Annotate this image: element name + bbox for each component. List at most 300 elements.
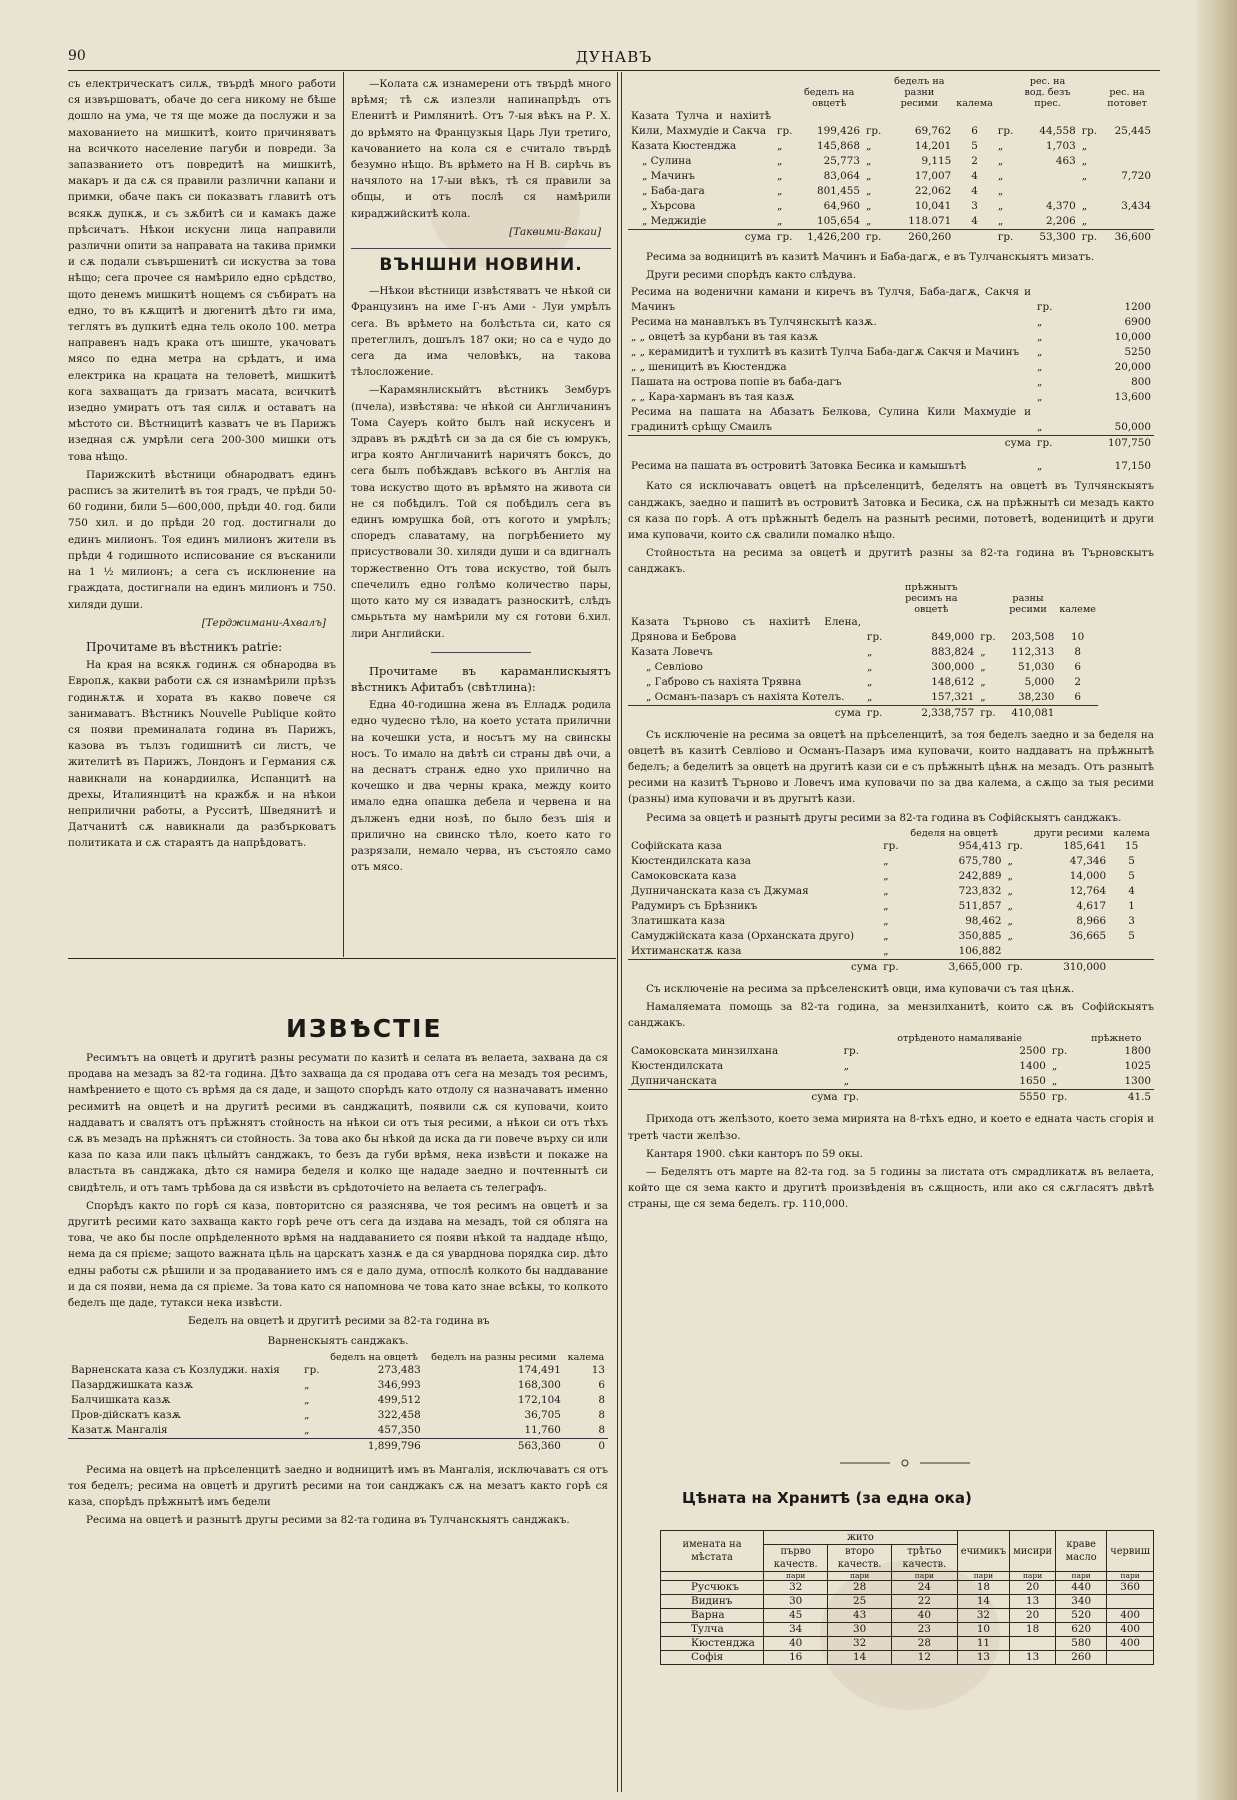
table-row <box>628 690 1098 706</box>
table-header-row <box>628 828 1154 839</box>
cell-value: 954,413 <box>958 839 1002 852</box>
cell-value: 13 <box>1010 1595 1056 1609</box>
row-label: „ Баба-дага <box>642 185 705 197</box>
cell-value: 4,370 <box>1045 200 1076 212</box>
currency-mark: „ <box>777 185 783 197</box>
row-label: Балчишката казѫ <box>71 1393 171 1406</box>
currency-mark: „ <box>1007 929 1013 942</box>
currency-mark: „ <box>980 660 986 673</box>
cell-value: 4 <box>1128 884 1135 897</box>
currency-mark: „ <box>867 675 873 688</box>
cell-value: 440 <box>1056 1581 1107 1595</box>
notice-paragraph: Ресима на овцетѣ на прѣселенцитѣ заедно и водницитѣ имъ въ Мангалія, исключаватъ ся отъ тоя беделъ; ресима на овцетѣ и другитѣ ресими на тои санджакъ сѫ на мезатъ както горѣ ся каза, спорѣдъ прѣжнытѣ имъ бедели <box>68 1463 608 1509</box>
cell-value: 580 <box>1056 1637 1107 1651</box>
cell-value: 25,773 <box>823 155 860 167</box>
cell-value: 350,885 <box>958 929 1002 942</box>
table-row <box>628 1074 1154 1090</box>
cell-value <box>1100 154 1154 169</box>
sum-value: 5550 <box>870 1090 1049 1106</box>
cell-value: 360 <box>1107 1581 1154 1595</box>
cell-value: 6 <box>598 1378 605 1391</box>
sum-label: сума <box>628 436 1034 452</box>
currency-mark: „ <box>1037 460 1043 473</box>
cell-value: 3 <box>1128 914 1135 927</box>
cell-value: 3,434 <box>1121 200 1151 212</box>
column-header: калеме <box>1059 603 1096 615</box>
currency-mark: „ <box>1037 346 1043 359</box>
cell-value: 2,206 <box>1045 215 1076 227</box>
currency-mark: „ <box>867 690 873 703</box>
paragraph: Намаляемата помощь за 82-та година, за мензилханитѣ, които сѫ въ Софійскыятъ санджакъ. <box>628 1001 1154 1030</box>
masthead: ДУНАВЪ <box>575 48 653 66</box>
currency-mark: „ <box>865 155 872 167</box>
cell-value: 43 <box>828 1609 892 1623</box>
cell-value: 346,993 <box>377 1378 421 1391</box>
row-label: Самоковската минзилхана <box>631 1045 779 1058</box>
cell-value: 242,889 <box>958 869 1002 882</box>
currency-mark: „ <box>867 645 873 658</box>
currency-mark: „ <box>1037 331 1043 344</box>
note: Ресима за водницитѣ въ казитѣ Мачинъ и Баба-дагѫ, е въ Тулчанскыятъ мизатъ. <box>646 251 1095 263</box>
currency-mark: „ <box>980 645 986 658</box>
currency-mark: „ <box>1081 155 1088 167</box>
row-label: Казата Търново съ нахіитѣ Елена, Дрянова и Беброва <box>631 615 861 643</box>
currency-mark: гр. <box>777 125 793 137</box>
cell-value: 5 <box>1128 929 1135 942</box>
table-row <box>628 869 1154 884</box>
cell-value <box>1016 169 1078 184</box>
currency-mark: гр. <box>863 230 884 246</box>
cell-value: 801,455 <box>816 185 860 197</box>
column-header: второ качеств. <box>828 1545 892 1572</box>
sum-value: 53,300 <box>1016 230 1078 246</box>
cell-value: 9,115 <box>921 155 952 167</box>
source-signature: [Терджимани-Ахвалъ] <box>201 616 326 629</box>
cell-value: 18 <box>1010 1623 1056 1637</box>
article-carriages: —Колата сѫ изнамерени отъ твърдѣ много врѣмя; тѣ сѫ излезли напинапрѣдъ отъ Еленитѣ и Римлянитѣ. Отъ 7-ыя вѣкъ на Р. Х. до врѣмято на Французкыя Царь Луи третиго, качованието на кола ся е считало твърдѣ безумно нѣщо. Въ врѣмето на Н В. сирѣчь въ начялото на 17-ыи вѣкъ, тѣ ся правили за общы, и отъ послѣ ся намѣрили кираджийскитѣ кола. <box>351 78 611 220</box>
currency-mark: „ <box>865 170 872 182</box>
currency-mark: „ <box>883 899 889 912</box>
tulcha-table <box>628 76 1154 245</box>
tarnovo-table <box>628 582 1098 721</box>
page-number: 90 <box>68 48 86 64</box>
city-name: Тулча <box>661 1623 764 1637</box>
cell-value: 185,641 <box>1063 839 1107 852</box>
city-name: Видинъ <box>661 1595 764 1609</box>
currency-mark: „ <box>997 170 1004 182</box>
sum-value: 1,899,796 <box>324 1438 423 1454</box>
cell-value: 273,483 <box>377 1363 421 1376</box>
cell-value: 14 <box>957 1595 1009 1609</box>
cell-value: 203,508 <box>1011 630 1055 643</box>
article-paris-population: Парижскитѣ вѣстници обнародватъ единъ расписъ за жителитѣ въ тоя градъ, че прѣди 50-60 години, били 5—600,000, прѣди 40. год. били 750 хил. и до прѣди 20 год. достигнали до единъ милионъ. Тоя единъ милионъ жители въ прѣди 4 годишното исписование ся въсканили на 1 ½ милионъ; а сега съ исклюнение на граждата, достигнали на единъ милионъ и 750. хиляди души. <box>68 468 336 611</box>
varna-table <box>68 1352 608 1454</box>
page-spine <box>1197 0 1237 1800</box>
unit-label: пари <box>764 1572 828 1581</box>
currency-mark: „ <box>980 690 986 703</box>
cell-value: 10,000 <box>1114 331 1151 344</box>
cell-value: 174,491 <box>517 1363 561 1376</box>
table-row <box>628 405 1154 436</box>
currency-mark: „ <box>980 675 986 688</box>
cell-value: 4 <box>971 215 978 227</box>
column-header: беделъ на овцетѣ <box>330 1351 418 1363</box>
cell-value: 44,558 <box>1039 125 1076 137</box>
cell-value <box>1107 1595 1154 1609</box>
column-header: ечимикъ <box>957 1531 1009 1572</box>
table-row <box>661 1637 1154 1651</box>
column-header: прѣжнытъ ресимъ на овцетѣ <box>905 581 958 615</box>
row-label: „ „ Кара-харманъ въ тая казѫ <box>631 391 795 404</box>
cell-value: 28 <box>828 1581 892 1595</box>
cell-value: 13 <box>1010 1651 1056 1665</box>
currency-mark: „ <box>1081 215 1088 227</box>
grain-prices-table <box>660 1530 1154 1665</box>
currency-mark: „ <box>997 200 1004 212</box>
cell-value: 1800 <box>1124 1045 1151 1058</box>
cell-value: 10 <box>957 1623 1009 1637</box>
table-row <box>661 1623 1154 1637</box>
row-label: „ Сулина <box>642 155 692 167</box>
table-row <box>628 899 1154 914</box>
city-name: Кюстенджа <box>661 1637 764 1651</box>
currency-mark: „ <box>1007 854 1013 867</box>
table-row <box>628 390 1154 405</box>
article-boxer: —Карамянлискыйтъ вѣстникъ Зембуръ (пчела), извѣстява: че нѣкой си Англичанинъ Тома Сауеръ който былъ най искусенъ и здравъ въ рѫдѣтѣ си за да ся біе съ юмрукъ, игра която Англичанитѣ наричятъ боксъ, до сега былъ побѣждавъ всѣкого въ Англія на това искуство щото въ врѣмято на живота си не ся побѣдилъ. Той ся побѣдилъ сега въ единъ юмрушка бой, отъ когото и умрѣлъ; споредъ славатаму, на погрѣбението му присуствовали 30. хиляди души и са вдигналъ торжественно Отъ това искуство, той былъ спечелилъ едно голѣмо количество пары, щото като му ся извадатъ разноскитѣ, слѣдъ смьрьтьта му намѣрили му ся готови 6.хил. лири Английски. <box>351 384 611 640</box>
cell-value: 28 <box>892 1637 958 1651</box>
paragraph: — Беделятъ отъ марте на 82-та год. за 5 годины за листата отъ смрадликатѫ въ велаета, който ще ся зема както и другитѣ произвѣденія въ сѫщность, или ако ся сѫгласятъ двѣтѣ страны, ще ся зема беделъ. гр. 110,000. <box>628 1166 1154 1211</box>
table-row <box>68 1378 608 1393</box>
column-header: беделя на овцетѣ <box>910 827 998 839</box>
cell-value: 1400 <box>1019 1060 1046 1073</box>
currency-mark: гр. <box>980 630 996 643</box>
unit-row <box>661 1572 1154 1581</box>
sum-value: 563,360 <box>424 1438 564 1454</box>
sum-value: 41.5 <box>1079 1090 1154 1106</box>
cell-value: 499,512 <box>377 1393 421 1406</box>
table-row <box>68 1423 608 1439</box>
unit-label: пари <box>1010 1572 1056 1581</box>
row-label: Дупничанската каза съ Джумая <box>631 884 809 897</box>
currency-mark: гр. <box>1051 1045 1068 1058</box>
cell-value: 23 <box>892 1623 958 1637</box>
cell-value: 1650 <box>1019 1075 1046 1088</box>
cell-value: 172,104 <box>517 1393 561 1406</box>
column-header: жито <box>764 1531 958 1545</box>
table-row <box>661 1651 1154 1665</box>
table-row <box>628 139 1154 154</box>
row-label: Ресима на пашата въ островитѣ Затовка Бесика и камышътѣ <box>631 460 967 473</box>
currency-mark: „ <box>865 200 872 212</box>
cell-value: 8 <box>598 1423 605 1436</box>
currency-mark: гр. <box>995 230 1016 246</box>
currency-mark: „ <box>1051 1060 1058 1073</box>
cell-value: 24 <box>892 1581 958 1595</box>
table-row <box>628 1044 1154 1059</box>
cell-value: 16 <box>764 1651 828 1665</box>
table-row <box>628 1059 1154 1074</box>
currency-mark: „ <box>777 170 783 182</box>
currency-mark: гр. <box>883 839 899 852</box>
cell-value: 36,665 <box>1069 929 1107 942</box>
column-header: калема <box>567 1351 605 1363</box>
cell-value: 6 <box>971 125 978 137</box>
column-header: краве масло <box>1056 1531 1107 1572</box>
cell-value: 8 <box>598 1393 605 1406</box>
article-lead: Прочитаме въ караманлискыятъ вѣстникъ Афитабъ (свѣтлина): <box>351 663 611 694</box>
currency-mark: „ <box>304 1393 310 1406</box>
cell-value: 2 <box>1074 675 1081 688</box>
currency-mark: „ <box>883 944 889 957</box>
currency-mark: „ <box>777 155 783 167</box>
column-header: беделъ на разни ресими <box>894 76 945 109</box>
cell-value <box>1100 184 1154 199</box>
column-header: други ресими <box>1033 827 1104 839</box>
sum-label: сума <box>628 230 774 246</box>
cell-value <box>1016 184 1078 199</box>
row-label: Самуджійската каза (Орханската друго) <box>631 929 855 942</box>
column-header: калема <box>956 98 993 109</box>
table-header-row <box>661 1531 1154 1545</box>
cell-value: 64,960 <box>823 200 860 212</box>
table-row <box>628 375 1154 390</box>
currency-mark: „ <box>1007 884 1013 897</box>
currency-mark: гр. <box>304 1363 320 1376</box>
currency-mark: „ <box>304 1378 310 1391</box>
column-header: отрѣденото намаляваніе <box>897 1033 1022 1045</box>
table-header-row <box>628 76 1154 109</box>
cell-value: 1 <box>1128 899 1135 912</box>
header-rule <box>68 70 1160 71</box>
column-rule <box>617 72 618 1792</box>
table-sum-row <box>628 959 1154 975</box>
article-lead: Прочитаме въ вѣстникъ patrie: <box>86 639 283 654</box>
cell-value: 45 <box>764 1609 828 1623</box>
currency-mark: гр. <box>997 125 1014 137</box>
section-rule <box>68 958 616 959</box>
currency-mark: гр. <box>843 1045 859 1058</box>
cell-value: 32 <box>828 1637 892 1651</box>
cell-value <box>1010 1637 1056 1651</box>
cell-value: 322,458 <box>377 1408 421 1421</box>
cell-value: 36,705 <box>524 1408 561 1421</box>
currency-mark: „ <box>304 1408 310 1421</box>
table-sum-row <box>628 230 1154 246</box>
table-caption: Варненскыятъ санджакъ. <box>267 1335 409 1348</box>
paragraph: Ресима за овцетѣ и разнытѣ другы ресими за 82-та година въ Софійскыятъ санджакъ. <box>646 811 1122 824</box>
sum-label: сума <box>628 959 880 975</box>
currency-mark: гр. <box>1079 230 1100 246</box>
row-label: Самоковската каза <box>631 869 737 882</box>
cell-value: 17,150 <box>1114 460 1151 473</box>
table-row <box>628 330 1154 345</box>
currency-mark: „ <box>883 884 889 897</box>
row-label: „ Меджидіе <box>642 215 707 227</box>
cell-value: 2500 <box>1019 1045 1046 1058</box>
row-label: Ресима на воденични камани и киречъ въ Тулчя, Баба-дагѫ, Сакчя и Мачинъ <box>631 286 1031 314</box>
table-row <box>628 660 1098 675</box>
article-strange-birth: Една 40-годишна жена въ Елладѫ родила едно чудесно тѣло, на което устата прилични на кочешки уста, и носътъ му на свинскы носъ. То имало на двѣтѣ си страны двѣ очи, а на деснатъ странѫ едно ухо прилично на кочешко и два черны крака, между които имало една опашка дебела и червена и на дълженъ едни нозѣ, по было безъ шія и прилично на свинско тѣло, което като го разрязали, немало черва, нъ състояло само отъ мясо. <box>351 699 611 874</box>
cell-value: 98,462 <box>965 914 1002 927</box>
table-caption: Беделъ на овцетѣ и другитѣ ресими за 82-та година въ <box>188 1315 490 1328</box>
cell-value: 463 <box>1055 155 1076 167</box>
sum-value: 410,081 <box>999 705 1058 721</box>
cell-value: 400 <box>1107 1609 1154 1623</box>
cell-value: 800 <box>1131 376 1151 389</box>
currency-mark: „ <box>867 660 873 673</box>
unit-label: пари <box>1107 1572 1154 1581</box>
cell-value: 457,350 <box>377 1423 421 1436</box>
table-row <box>628 929 1154 944</box>
table-row <box>628 169 1154 184</box>
cell-value: 5 <box>1128 869 1135 882</box>
paragraph: Кантаря 1900. сѣки канторъ по 59 окы. <box>646 1147 863 1160</box>
table-row <box>628 360 1154 375</box>
currency-mark: „ <box>997 155 1004 167</box>
cell-value: 30 <box>764 1595 828 1609</box>
currency-mark: „ <box>1081 170 1088 182</box>
table-row <box>661 1581 1154 1595</box>
cell-value: 47,346 <box>1069 854 1107 867</box>
row-label: Казата Тулча и нахіитѣ Кили, Махмудіе и Сакча <box>631 110 771 137</box>
row-label: „ Хърсова <box>642 200 696 212</box>
table-row <box>628 345 1154 360</box>
cell-value <box>1100 214 1154 230</box>
divider <box>351 248 611 249</box>
source-signature: [Таквими-Вакаи] <box>509 225 601 238</box>
cell-value <box>1100 139 1154 154</box>
row-label: Пазарджишката казѫ <box>71 1378 194 1391</box>
cell-value: 3 <box>971 200 978 212</box>
paragraph: Съ исключеніе на ресима за прѣселенскитѣ овци, има куповачи съ тая цѣнѫ. <box>646 982 1075 995</box>
column-1 <box>68 76 336 854</box>
row-label: Златишката каза <box>631 914 726 927</box>
cell-value: 8 <box>1074 645 1081 658</box>
table-row <box>68 1393 608 1408</box>
sum-value: 0 <box>564 1438 608 1454</box>
cell-value: 400 <box>1107 1623 1154 1637</box>
foreign-news-title: ВЪНШНИ НОВИНИ. <box>379 255 583 276</box>
table-row <box>628 914 1154 929</box>
table-row <box>628 154 1154 169</box>
currency-mark: гр. <box>1037 301 1053 314</box>
sum-value: 3,665,000 <box>904 959 1005 975</box>
row-label: Софійската каза <box>631 839 722 852</box>
table-row <box>628 854 1154 869</box>
column-header: беделъ на разны ресими <box>431 1351 557 1363</box>
column-rule <box>343 72 344 957</box>
row-label: Кюстендилската <box>631 1060 724 1073</box>
sum-value: 36,600 <box>1100 230 1154 246</box>
notice-body <box>68 1050 608 1530</box>
cell-value: 20 <box>1010 1581 1056 1595</box>
column-2 <box>351 76 611 877</box>
unit-label: пари <box>957 1572 1009 1581</box>
column-header: беделъ на овцетѣ <box>803 87 855 109</box>
sum-value: 107,750 <box>1071 436 1155 452</box>
cell-value: 40 <box>892 1609 958 1623</box>
currency-mark: „ <box>1081 140 1088 152</box>
prices-title: Цѣната на Хранитѣ (за една ока) <box>682 1489 972 1507</box>
cell-value <box>1107 1651 1154 1665</box>
table-row <box>628 285 1154 315</box>
cell-value: 723,832 <box>958 884 1002 897</box>
cell-value: 14 <box>828 1651 892 1665</box>
cell-value: 22 <box>892 1595 958 1609</box>
cell-value: 260 <box>1056 1651 1107 1665</box>
row-label: „ Османъ-пазаръ съ нахіята Котелъ. <box>646 690 845 703</box>
table-sum-row <box>628 705 1098 721</box>
table-row <box>628 645 1098 660</box>
column-header: мисири <box>1010 1531 1056 1572</box>
row-label: Казата Кюстенджа <box>631 140 737 152</box>
cell-value: 83,064 <box>823 170 860 182</box>
table-row <box>628 615 1098 645</box>
table-sum-row <box>628 436 1154 452</box>
row-label: Ресима на манавлъкъ въ Тулчянскытѣ казѫ. <box>631 316 877 329</box>
currency-mark: „ <box>1051 1075 1058 1088</box>
cell-value: 13 <box>957 1651 1009 1665</box>
table-row <box>628 884 1154 899</box>
cell-value: 2 <box>971 155 978 167</box>
cell-value: 675,780 <box>958 854 1002 867</box>
table-row <box>628 315 1154 330</box>
currency-mark: гр. <box>867 630 883 643</box>
cell-value: 849,000 <box>931 630 975 643</box>
cell-value: 51,030 <box>1017 660 1055 673</box>
cell-value: 5 <box>971 140 978 152</box>
column-header: прѣжнето <box>1091 1033 1142 1045</box>
cell-value: 1300 <box>1124 1075 1151 1088</box>
cell-value: 34 <box>764 1623 828 1637</box>
cell-value: 620 <box>1056 1623 1107 1637</box>
cell-value: 22,062 <box>914 185 952 197</box>
currency-mark: гр. <box>1005 959 1029 975</box>
currency-mark: гр. <box>865 125 882 137</box>
table-row <box>628 199 1154 214</box>
column-header: разны ресими <box>1009 592 1047 615</box>
paragraph: Съ исключеніе на ресима за овцетѣ на прѣселенцитѣ, за тоя беделъ заедно и за беделя на овцетѣ въ казитѣ Севліово и Османъ-Пазаръ има куповачи, които наддаватъ на прѣжнытѣ беделъ; а беделитѣ за овцетѣ на другитѣ кази си е съ прѣжнытѣ цѣнѫ на мезадъ. Отъ разнытѣ ресими на казитѣ Търново и Ловечъ има куповачи по за два калема, а сѫщо за тыя ресими (разны) има куповачи и въ другытѣ кази. <box>628 728 1154 806</box>
row-label: „ Мачинъ <box>642 170 695 182</box>
currency-mark: „ <box>777 215 783 227</box>
currency-mark: гр. <box>864 705 885 721</box>
column-header: рес. на вод. безъ прес. <box>1024 76 1071 109</box>
currency-mark: „ <box>1037 391 1043 404</box>
currency-mark: „ <box>865 140 872 152</box>
row-label: Пров-дійскатъ казѫ <box>71 1408 182 1421</box>
currency-mark: „ <box>1007 914 1013 927</box>
currency-mark: гр. <box>1007 839 1023 852</box>
cell-value: 1,703 <box>1045 140 1076 152</box>
currency-mark: „ <box>883 854 889 867</box>
article-electric-mice: съ електрическатъ силѫ, твърдѣ много работи ся извършоватъ, обаче до сега никому не бѣше дошло на ума, че тя ще може да послужи и за махованието на мишкитѣ, които причиняватъ на всичкото население пагуби и повреди. За запазванието отъ повредитѣ на мишкитѣ, макаръ и да сѫ ся правили различни капани и примки, обаче пакъ си показватъ главитѣ отъ всякѫ дупкѫ, и съ зѫбитѣ си и камакъ даже прѣсичатъ. Нѣкои искусни лица направили различни опити за направата на такива примки и сѫ подали съвършенитѣ си искуства за това нѣщо; сега прочее ся намѣрило едно срѣдство, щото денемъ мишкитѣ нощемъ ся събиратъ на едно, то въ кѫщитѣ и дюгенитѣ дѣто ги има, теглятъ въ дупкитѣ една тель около 100. метра направенъ надъ крака отъ шиште, укачоватъ мясо по една метра на срѣдатъ, и има електрика на крацата на теловетѣ, мишкитѣ кога захващатъ да гризатъ масата, всичкитѣ изедно умиратъ отъ тая силѫ и оставатъ на мѣстото си. Вѣстницитѣ казватъ че въ Парижъ изедная сѫ умрѣли сега 200-300 мишки отъ това нѣщо. <box>68 78 336 463</box>
sum-value: 260,260 <box>884 230 954 246</box>
sum-label: сума <box>628 1090 841 1106</box>
cell-value: 18 <box>957 1581 1009 1595</box>
row-label: Ихтиманскатѫ каза <box>631 944 742 957</box>
paragraph: Прихода отъ желѣзото, което зема мирията на 8-тѣхъ едно, и което е едната часть сгорія и третѣ части желѣзо. <box>628 1113 1154 1142</box>
currency-mark <box>1079 184 1100 199</box>
cell-value: 8 <box>598 1408 605 1421</box>
currency-mark: гр. <box>977 705 998 721</box>
table-sum-row <box>68 1438 608 1454</box>
column-header: имената на мѣстата <box>661 1531 764 1572</box>
cell-value: 6 <box>1074 660 1081 673</box>
cell-value: 5250 <box>1124 346 1151 359</box>
cell-value: 17,007 <box>914 170 952 182</box>
caption: Други ресими спорѣдъ както слѣдува. <box>646 269 857 282</box>
other-levies-table <box>628 285 1154 474</box>
